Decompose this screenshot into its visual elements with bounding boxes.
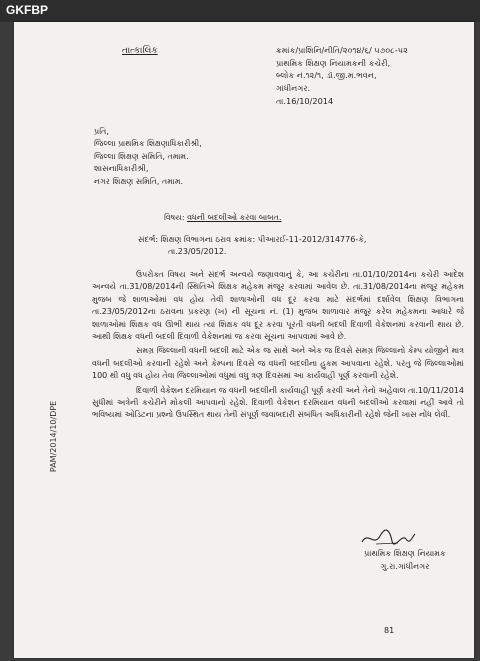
- page-number: 81: [384, 626, 395, 635]
- letter-document: [14, 22, 474, 658]
- reference-number: ક્રમાંક/પ્રાશિનિ/નીતિ/૨૦૧૪/૬/ ૫૭૦૮-૫૨: [276, 45, 408, 55]
- recipient-line: જિલ્લા પ્રાથમિક શિક્ષણાધિકારીશ્રી,: [94, 139, 202, 149]
- office-address: બ્લોક નં.૧૨/૧, ડૉ.જી.મ.ભવન,: [276, 70, 377, 81]
- reference-date: તા.23/05/2012.: [168, 247, 227, 257]
- reference-label: સંદર્ભ:: [138, 235, 159, 244]
- signer-block: [340, 547, 470, 572]
- reference-block: [138, 234, 468, 259]
- signature-mark: [358, 527, 418, 549]
- body-paragraph: દિવાળી વેકેશન દરમિયાન જ વધની બદલીની કાર્યવાહી પૂર્ણ કરવી અને તેનો અહેવાલ તા.10/11/2014 સુધીમાં અત્રેની કચેરીને મોકલી આપવાનો રહેશે. દિવાળી વેકેશન દરમિયાન વધની બદલીઓ કરવામાં નહીં આવે તો ભવિષ્યમાં ઓડિટના પ્રશ્નો ઉપસ્થિત થાય તેની સંપૂર્ણ જવાબદારી સંબંધિત અધિકારીની રહેશે જેની ખાસ નોંધ લેવી.: [92, 385, 464, 420]
- subject-label: વિષય:: [164, 213, 185, 222]
- letter-header: [276, 44, 466, 108]
- signer-title: પ્રાથમિક શિક્ષણ નિયામક: [364, 548, 446, 558]
- site-brand: GKFBP: [6, 3, 48, 17]
- recipient-line: જિલ્લા શિક્ષણ સમિતિ, તમામ.: [94, 151, 189, 161]
- subject-text: વધની બદલીઓ કરવા બાબત.: [187, 213, 282, 222]
- reference-line: શિક્ષણ વિભાગના ઠરાવ ક્રમાંક: પીઆરઈ-11-2012/314776-કે,: [160, 235, 367, 244]
- top-bar: [0, 0, 480, 22]
- letter-date: તા.16/10/2014: [276, 95, 334, 106]
- letter-body: [92, 269, 464, 424]
- recipient-line: નગર શિક્ષણ સમિતિ, તમામ.: [94, 176, 184, 186]
- side-file-note: PAM/2014/10/DPE: [48, 400, 58, 473]
- office-name: પ્રાથમિક શિક્ષણ નિયામકની કચેરી,: [276, 57, 391, 68]
- body-paragraph: ઉપરોક્ત વિષય અને સંદર્ભ અન્વયે જણાવવાનું કે, આ કચેરીના તા.01/10/2014ના કચેરી આદેશ અન્વયે તા.31/08/2014ની સ્થિતિએ શિક્ષક મહેકમ મંજૂર કરવામાં આવેલ છે. તા.31/08/2014ના મંજૂર મહેકમ મુજબ જે શાળાઓમાં વધ હોય તેવી શાળાઓની વધ દૂર કરવા માટે સંદર્ભમાં દર્શાવેલ શિક્ષણ વિભાગના તા.23/05/2012ના ઠરાવના પ્રકરણ (ખ) ની સૂચના નં. (1) મુજબ શાળાવાર મંજૂર કરેલ મહેકમના આધારે જે શાળાઓમાં શિક્ષક વધ ઊભી થાય ત્યાં શિક્ષક વધ દૂર કરવા પૂરતી વધની બદલી દિવાળી વેકેશનમાં કરવાની થાય છે. આથી શિક્ષક વધની બદલી દિવાળી વેકેશનમાં જ કરવા સૂચના આપવામાં આવે છે.: [92, 270, 464, 341]
- recipients-block: [94, 126, 454, 188]
- recipient-line: શાસનાધિકારીશ્રી,: [94, 164, 149, 174]
- prati-label: પ્રતિ,: [94, 127, 109, 136]
- signer-place: ગુ.રા.ગાંધીનગર: [380, 560, 430, 571]
- body-paragraph: સમગ્ર જિલ્લાની વધની બદલી માટે એક જ સાથે અને એક જ દિવસે સમગ્ર જિલ્લાનો કેમ્પ યોજીને માત્ર વધની બદલીઓ કરવાની રહેશે અને કેમ્પના દિવસે જ વધની બદલીના હુકમ આપવાના રહેશે. પરંતુ જે જિલ્લાઓમાં 100 થી વધુ વધ હોય તેવા જિલ્લાઓમાં વધુમાં વધુ ત્રણ દિવસમાં આ કાર્યવાહી પૂર્ણ કરવાની રહેશે.: [92, 346, 464, 381]
- subject-line: [164, 213, 464, 223]
- office-city: ગાંધીનગર.: [276, 83, 311, 94]
- urgent-label: તાત્કાલિક: [122, 46, 158, 56]
